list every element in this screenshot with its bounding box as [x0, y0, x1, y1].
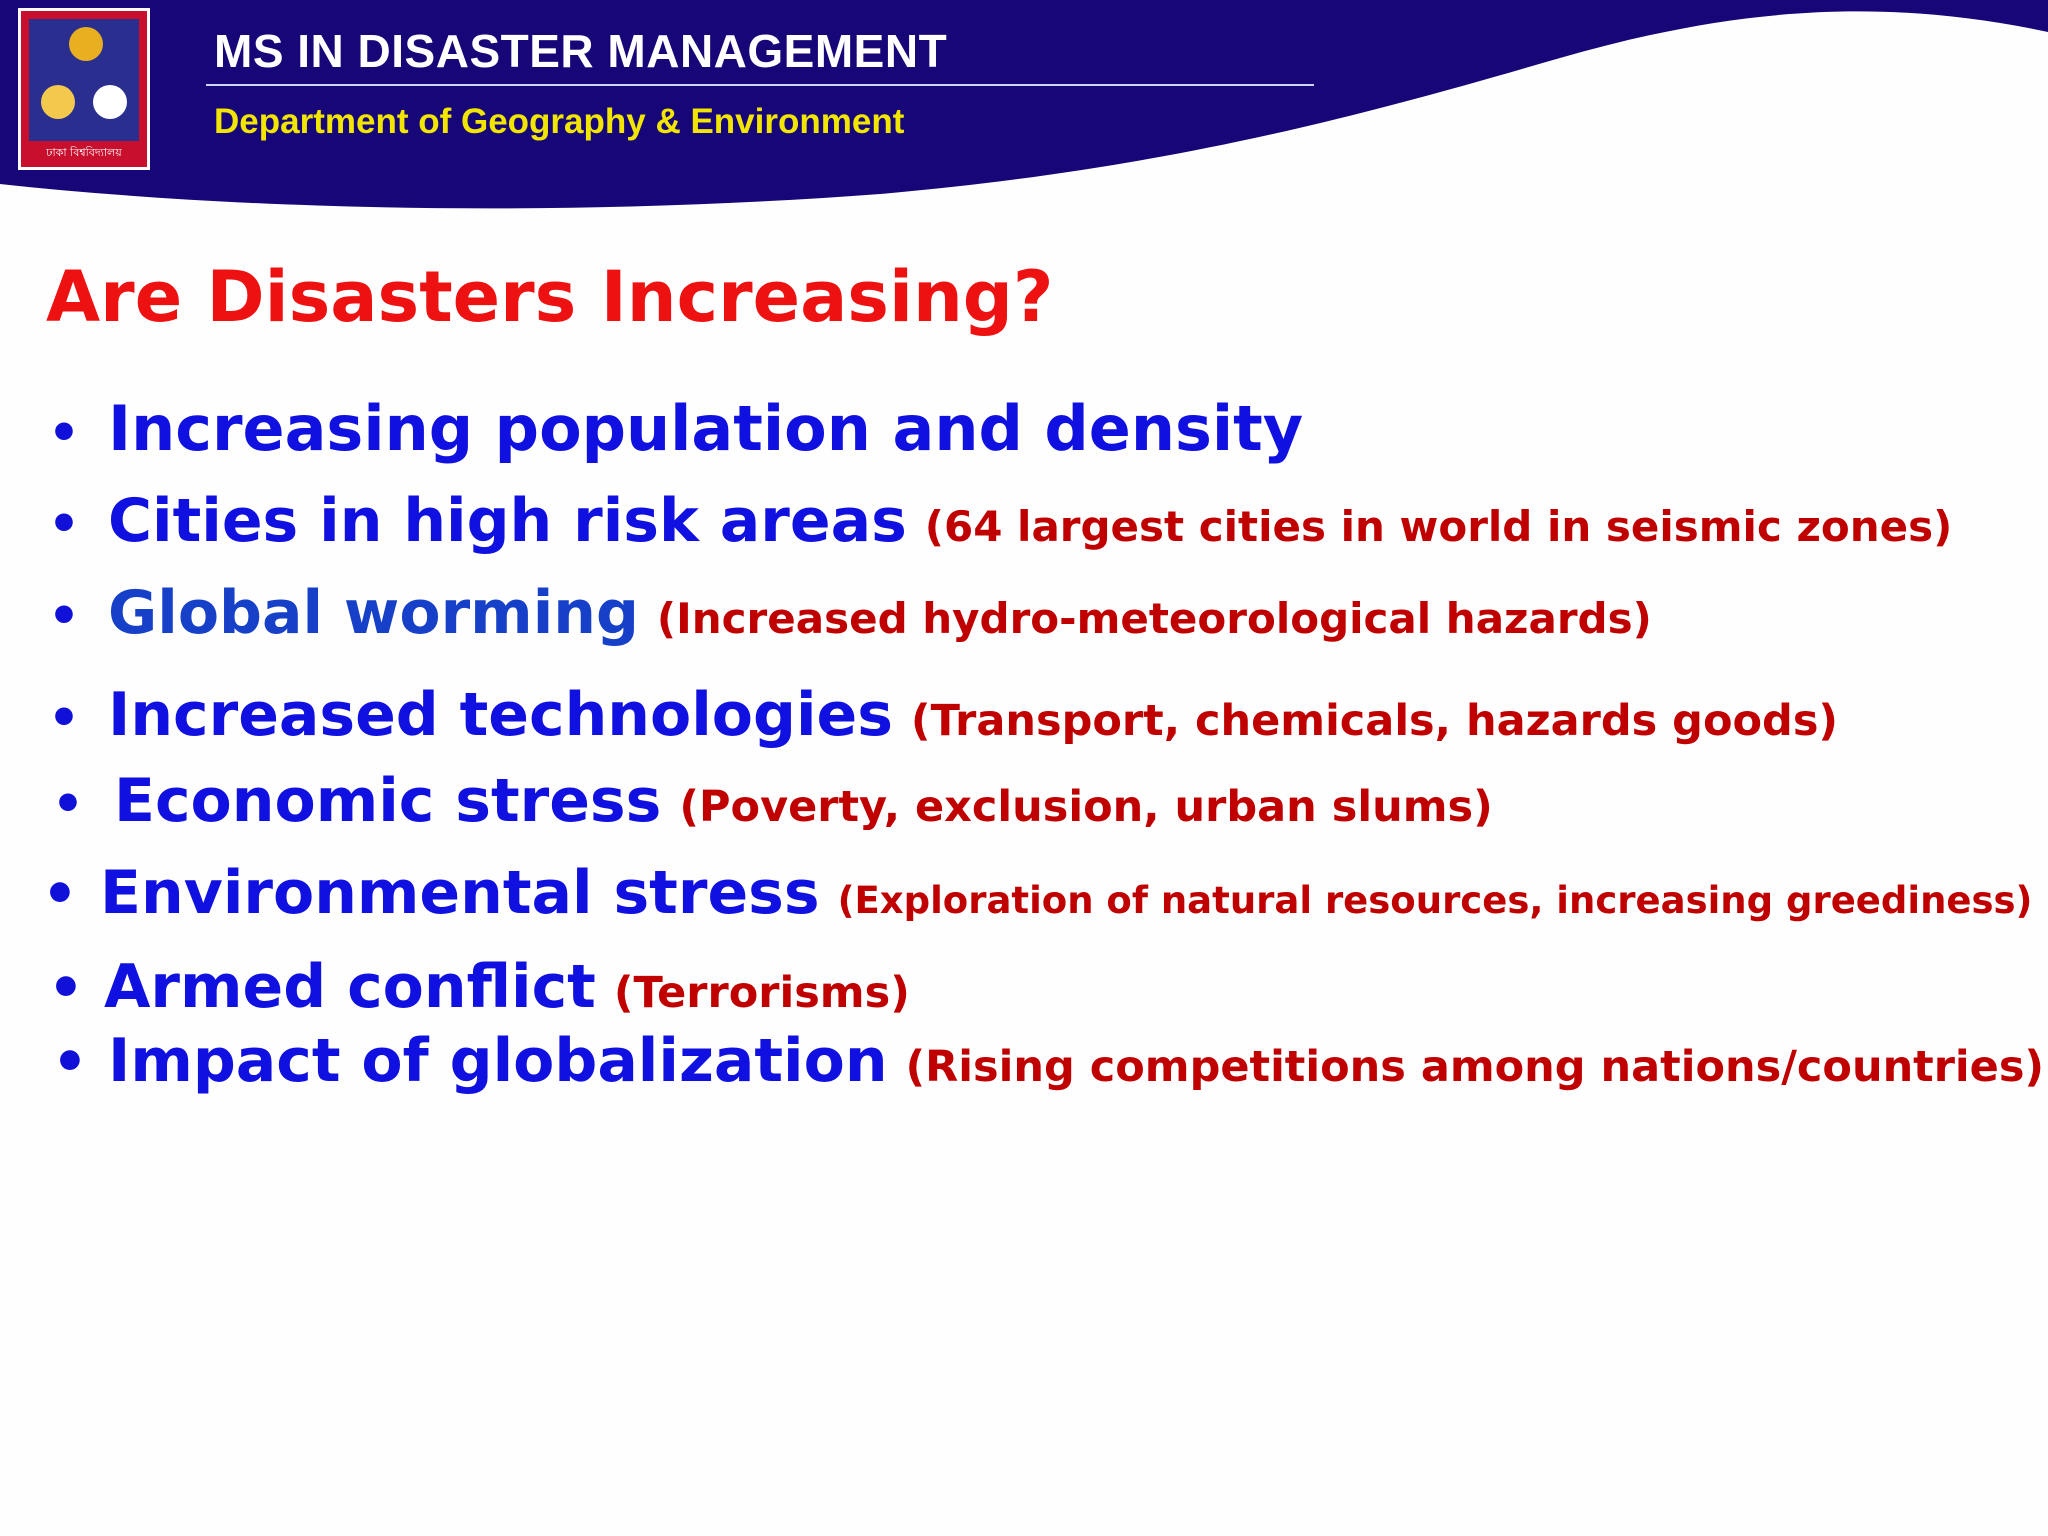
- bullet-note-text: (Rising competitions among nations/countries): [905, 1042, 2045, 1092]
- bullet-main-text: Armed conflict: [104, 952, 596, 1022]
- bullet-main-text: Impact of globalization: [108, 1026, 888, 1096]
- university-logo: [18, 8, 150, 170]
- bullet-item: [48, 578, 1652, 648]
- department-subtitle: Department of Geography & Environment: [214, 102, 905, 141]
- bullet-item: [52, 1026, 2044, 1096]
- torch-icon: [69, 27, 103, 61]
- bullet-note-text: (Increased hydro-meteorological hazards): [656, 594, 1652, 643]
- bullet-icon: •: [52, 775, 84, 833]
- bullet-item: [52, 766, 1493, 836]
- bullet-note-text: (Poverty, exclusion, urban slums): [679, 782, 1493, 832]
- bullet-icon: •: [48, 404, 80, 462]
- bullet-main-text: Economic stress: [114, 766, 662, 836]
- bullet-icon: •: [52, 1030, 88, 1095]
- bullet-note-text: (64 largest cities in world in seismic zones): [924, 502, 1953, 551]
- bullet-icon: •: [42, 862, 78, 927]
- program-title: MS IN DISASTER MANAGEMENT: [214, 25, 948, 77]
- bullet-item: [48, 952, 910, 1022]
- bullet-item: [48, 392, 1303, 465]
- bullet-item: [48, 680, 1838, 750]
- bullet-main-text: Increasing population and density: [108, 392, 1304, 465]
- bullet-icon: •: [48, 689, 80, 747]
- header-divider: [206, 84, 1314, 86]
- bullet-item: [48, 486, 1952, 556]
- bullet-note-text: (Exploration of natural resources, increasing greediness): [837, 879, 2033, 922]
- slide-title: Are Disasters Increasing?: [46, 256, 1054, 338]
- lotus-icon: [41, 85, 75, 119]
- bullet-icon: •: [48, 956, 84, 1021]
- bullet-main-text: Increased technologies: [108, 680, 893, 750]
- logo-caption: ঢাকা বিশ্ববিদ্যালয়: [46, 146, 122, 159]
- bullet-main-text: Environmental stress: [100, 858, 820, 928]
- book-icon: [93, 85, 127, 119]
- bullet-icon: •: [48, 495, 80, 553]
- bullet-main-text: Cities in high risk areas: [108, 486, 907, 556]
- bullet-note-text: (Transport, chemicals, hazards goods): [910, 696, 1839, 746]
- bullet-main-text: Global worming: [108, 578, 639, 648]
- bullet-icon: •: [48, 587, 80, 645]
- bullet-note-text: (Terrorisms): [613, 968, 910, 1018]
- bullet-item: [42, 858, 2032, 928]
